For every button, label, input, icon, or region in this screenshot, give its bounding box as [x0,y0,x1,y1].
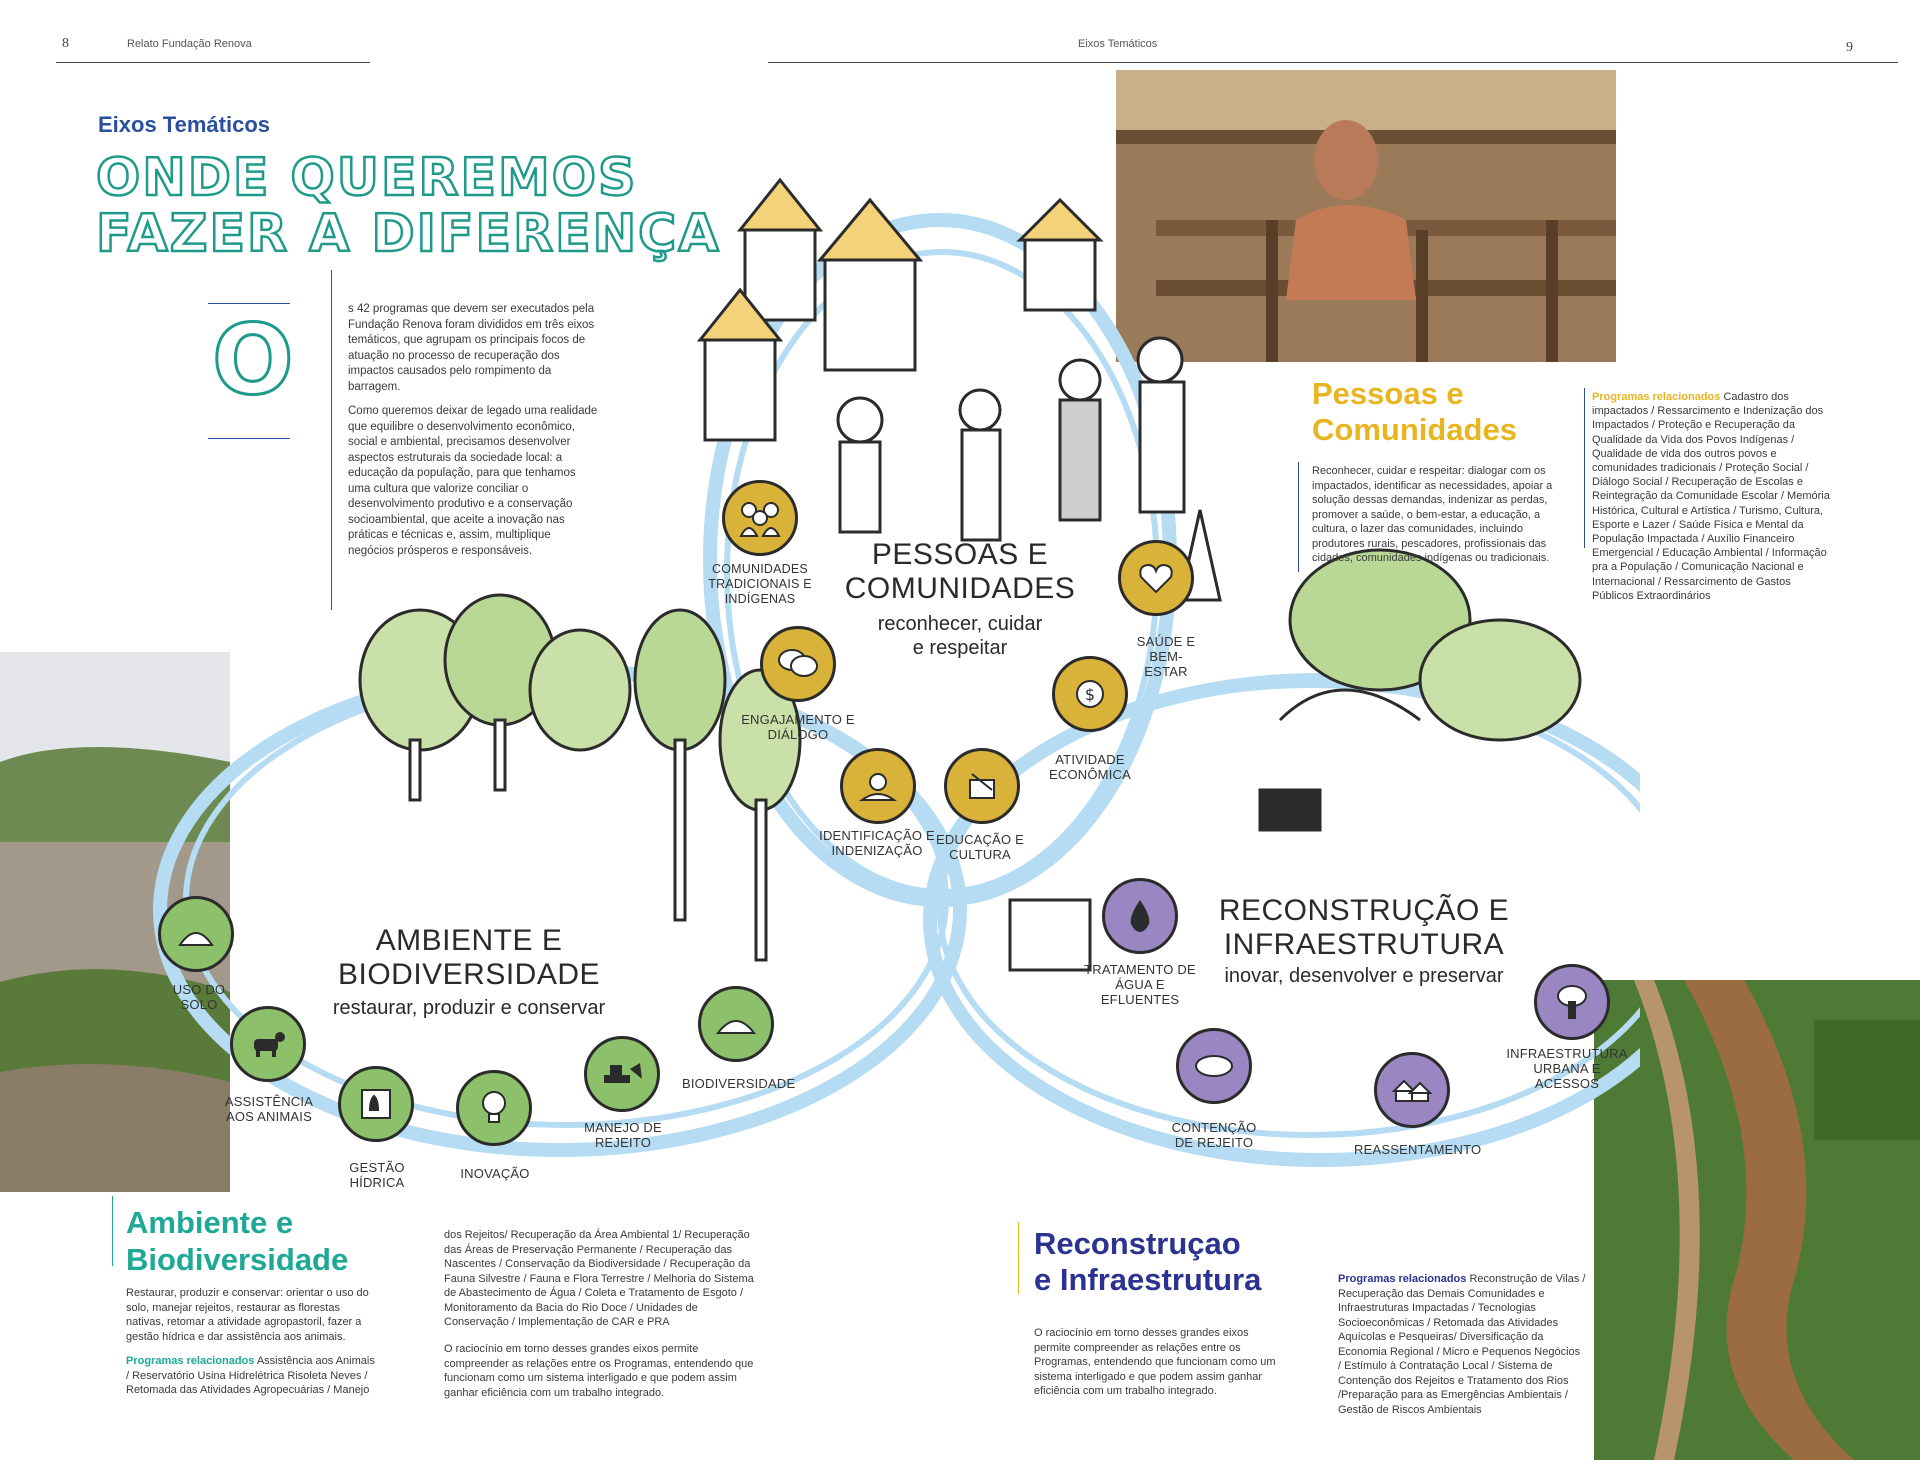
reconstrucao-body: O raciocínio em torno desses grandes eixos permite compreender as relações entre os Programas, entendendo que funcionam como um sistema interligado e que podem assim ganhar eficiência com um trabalho integrado. [1034,1327,1276,1397]
ambiente-closing: O raciocínio em torno desses grandes eixos permite compreender as relações entre os Programas, entendendo que funcionam como um sistema interligado e que podem assim ganhar eficiência com um trabalho integrado. [444,1343,754,1399]
diagram-reconstrucao-title-line-1: RECONSTRUÇÃO E [1218,894,1510,927]
right-header-rule [768,62,1898,63]
headline-line-2: FAZER A DIFERENÇA [96,204,721,264]
ambiente-body: Restaurar, produzir e conservar: orientar o uso do solo, manejar rejeitos, restaurar as florestas nativas, retomar a atividade agropastoril, fazer a gestão hídrica e dar assistência aos animais. [126,1287,369,1343]
intro-paragraph-1: s 42 programas que devem ser executados pela Fundação Renova foram divididos em três eixos temáticos, que agrupam os principais focos de atuação no processo de recuperação dos impactos causados pelo rompimento da barragem. [348,303,595,393]
inovacao-icon [456,1070,532,1146]
assistencia-label: ASSISTÊNCIA AOS ANIMAIS [224,1094,314,1124]
pessoas-programs [1592,390,1830,603]
comunidades-icon [722,480,798,556]
educacao-label: EDUCAÇÃO E CULTURA [936,832,1024,862]
reconstrucao-rule [1018,1222,1019,1294]
reconstrucao-heading-line-2: e Infraestrutura [1034,1262,1262,1297]
diagram-ambiente-title-line-1: AMBIENTE E [375,924,563,957]
saude-label: SAÚDE E BEM-ESTAR [1136,634,1196,679]
diagram-reconstrucao-title-line-2: INFRAESTRUTURA [1223,928,1505,961]
educacao-icon [944,748,1020,824]
left-header-rule [56,62,370,63]
ambiente-programs-b: dos Rejeitos/ Recuperação da Área Ambiental 1/ Recuperação das Áreas de Preservação Permanente / Recuperação das Nascentes / Conservação da Biodiversidade / Recuperação da Fauna Silvestre / Fauna e Flora Terrestre / Melhoria do Sistema de Abastecimento de Água / Coleta e Tratamento de Esgoto / Monitoramento da Bacia do Rio Doce / Unidades de Conservação / Implementação de CAR e PRA [444,1229,754,1328]
atividade-icon [1052,656,1128,732]
atividade-label: ATIVIDADE ECONÔMICA [1049,752,1131,782]
headline-line-1: ONDE QUEREMOS [96,148,638,208]
reconstrucao-programs-list: Reconstrução de Vilas / Recuperação das Demais Comunidades e Infraestruturas Impactadas / Tecnologias Socioeconômicas / Retomada das Atividades Aquícolas e Pesqueiras/ Diversificação da Economia Regional / Micro e Pequenos Negócios / Estímulo à Contratação Local / Sistema de Contenção dos Rejeitos e Tratamento dos Rios /Preparação para as Emergências Ambientais / Gestão de Riscos Ambientais [1338,1273,1586,1416]
ambiente-heading [126,1204,348,1278]
reconstrucao-heading-line-1: Reconstruçao [1034,1226,1241,1261]
uso-solo-label: USO DO SOLO [172,982,226,1012]
infraestrutura-icon [1534,964,1610,1040]
pessoas-programs-list: Cadastro dos impactados / Ressarcimento e Indenização dos Impactados / Proteção e Recuperação da Qualidade da Vida dos Povos Indígenas / Qualidade de vida dos outros povos e comunidades tradicionais / Proteção Social / Diálogo Social / Recuperação de Escolas e Reintegração da Comunidade Escolar / Memória Histórica, Cultural e Artística / Turismo, Cultura, Esporte e Lazer / Saúde Física e Mental da População Impactada / Auxílio Financeiro Emergencial / Educação Ambiental / Informação pra a População / Comunicação Nacional e Internacional / Ressarcimento de Gastos Públicos Extraordinários [1592,391,1830,602]
uso-solo-icon [158,896,234,972]
pessoas-heading-line-1: Pessoas e [1312,376,1464,411]
diagram-reconstrucao-title [1204,894,1524,988]
identificacao-label: IDENTIFICAÇÃO E INDENIZAÇÃO [819,828,935,858]
dropcap: O [212,304,294,416]
ambiente-heading-line-1: Ambiente e [126,1205,294,1240]
diagram-pessoas-sub-2: e respeitar [912,637,1008,659]
reconstrucao-programs-key: Programas relacionados [1338,1273,1467,1285]
engajamento-label: ENGAJAMENTO E DIÁLOGO [741,712,855,742]
manejo-icon [584,1036,660,1112]
diagram-ambiente-title [314,924,624,1020]
ambiente-programs-list-a: Assistência aos Animais / Reservatório Usina Hidrelétrica Risoleta Neves / Retomada das Atividades Agropecuárias / Manejo [126,1355,375,1396]
comunidades-label: COMUNIDADES TRADICIONAIS E INDÍGENAS [708,562,812,606]
biodiversidade-icon [698,986,774,1062]
pessoas-programs-key: Programas relacionados [1592,391,1721,403]
tratamento-label: TRATAMENTO DE ÁGUA E EFLUENTES [1084,962,1196,1007]
pessoas-rule [1298,462,1299,572]
right-page-number: 9 [1846,40,1853,55]
reassentamento-label: REASSENTAMENTO [1354,1142,1482,1157]
diagram-ambiente-title-line-2: BIODIVERSIDADE [337,958,601,991]
infinity-diagram [120,120,1640,1200]
ambiente-programs-key: Programas relacionados [126,1355,255,1367]
right-running-head: Eixos Temáticos [1078,38,1158,50]
inovacao-label: INOVAÇÃO [460,1166,530,1181]
svg-text:$: $ [1084,685,1096,704]
ambiente-programs-a [126,1354,378,1398]
photo-river-aerial [1594,980,1920,1460]
diagram-pessoas-title [840,538,1080,660]
diagram-ambiente-sub: restaurar, produzir e conservar [332,997,606,1019]
diagram-pessoas-sub-1: reconhecer, cuidar [877,613,1043,635]
diagram-pessoas-title-line-1: PESSOAS E [871,538,1049,571]
left-running-head: Relato Fundação Renova [127,38,252,50]
contencao-label: CONTENÇÃO DE REJEITO [1171,1120,1257,1150]
ambiente-rule [112,1196,113,1266]
engajamento-icon [760,626,836,702]
contencao-icon [1176,1028,1252,1104]
diagram-reconstrucao-sub: inovar, desenvolver e preservar [1224,965,1504,987]
reassentamento-icon [1374,1052,1450,1128]
pessoas-heading [1312,376,1517,448]
ambiente-heading-line-2: Biodiversidade [126,1242,349,1277]
biodiversidade-label: BIODIVERSIDADE [682,1076,796,1091]
pessoas-heading-line-2: Comunidades [1312,412,1517,447]
reconstrucao-heading [1034,1226,1261,1298]
kicker: Eixos Temáticos [98,112,270,137]
assistencia-icon [230,1006,306,1082]
identificacao-icon [840,748,916,824]
manejo-label: MANEJO DE REJEITO [584,1120,662,1150]
saude-icon [1118,540,1194,616]
tratamento-icon [1102,878,1178,954]
gestao-label: GESTÃO HÍDRICA [349,1160,405,1190]
pessoas-body: Reconhecer, cuidar e respeitar: dialogar com os impactados, identificar as necessidades, apoiar a solução dessas demandas, indenizar as perdas, promover a saúde, o bem-estar, a educação, a cultura, o lazer das comunidades, incluindo produtores rurais, pescadores, profissionais das cidades, comunidades indígenas ou tradicionais. [1312,465,1553,564]
infraestrutura-label: INFRAESTRUTURA URBANA E ACESSOS [1506,1046,1628,1091]
pessoas-programs-rule [1584,388,1585,548]
intro-paragraph-2: Como queremos deixar de legado uma realidade que equilibre o desenvolvimento econômico, social e ambiental, precisamos desenvolver aspectos estruturais da sociedade local: a educação da população, para que tenhamos uma cultura que valorize conciliar o desenvolvimento produtivo e a conservação socioambiental, que aceite a inovação nas práticas e técnicas e, assim, multiplique negócios prósperos e responsáveis. [348,405,598,557]
gestao-icon [338,1066,414,1142]
diagram-pessoas-title-line-2: COMUNIDADES [844,572,1076,605]
reconstrucao-programs [1338,1272,1586,1417]
left-page-number: 8 [62,36,69,51]
